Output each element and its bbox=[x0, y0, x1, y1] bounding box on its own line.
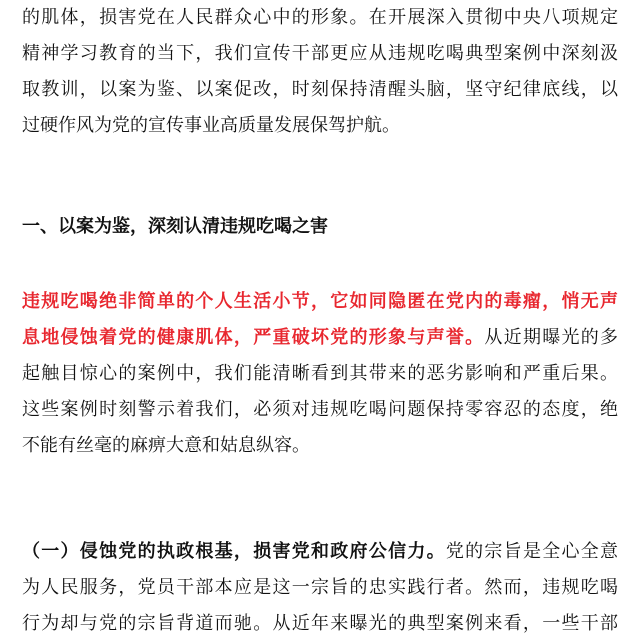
intro-line-3: 取教训，以案为鉴、以案促改，时刻保持清醒头脑，坚守纪律底线，以 bbox=[22, 79, 618, 100]
paragraph-2-line-4: 这些案例时刻警示着我们，必须对违规吃喝问题保持零容忍的态度，绝 bbox=[22, 399, 618, 420]
intro-line-4: 过硬作风为党的宣传事业高质量发展保驾护航。 bbox=[22, 115, 400, 136]
paragraph-3-line-1-rest: 党的宗旨是全心全意 bbox=[445, 541, 619, 562]
section-heading: 一、以案为鉴，深刻认清违规吃喝之害 bbox=[22, 216, 328, 237]
paragraph-3-line-1-bold: （一）侵蚀党的执政根基，损害党和政府公信力。 bbox=[22, 541, 446, 562]
paragraph-2-line-3: 起触目惊心的案例中，我们能清晰看到其带来的恶劣影响和严重后果。 bbox=[22, 363, 618, 384]
paragraph-3-line-2: 为人民服务，党员干部本应是这一宗旨的忠实践行者。然而，违规吃喝 bbox=[22, 577, 618, 598]
paragraph-2-line-2-red: 息地侵蚀着党的健康肌体，严重破坏党的形象与声誉。 bbox=[22, 327, 485, 348]
paragraph-2-line-1: 违规吃喝绝非简单的个人生活小节，它如同隐匿在党内的毒瘤，悄无声 bbox=[22, 291, 618, 312]
paragraph-2-line-2-rest: 从近期曝光的多 bbox=[484, 327, 619, 348]
paragraph-3-line-3: 行为却与党的宗旨背道而驰。从近年来曝光的典型案例来看，一些干部 bbox=[22, 613, 618, 634]
intro-line-2: 精神学习教育的当下，我们宣传干部更应从违规吃喝典型案例中深刻汲 bbox=[22, 43, 618, 64]
intro-line-1: 的肌体，损害党在人民群众心中的形象。在开展深入贯彻中央八项规定 bbox=[22, 7, 618, 28]
paragraph-2-line-5: 不能有丝毫的麻痹大意和姑息纵容。 bbox=[22, 435, 310, 456]
paragraph-2-line-2 bbox=[22, 326, 618, 350]
paragraph-3-line-1 bbox=[22, 540, 618, 564]
